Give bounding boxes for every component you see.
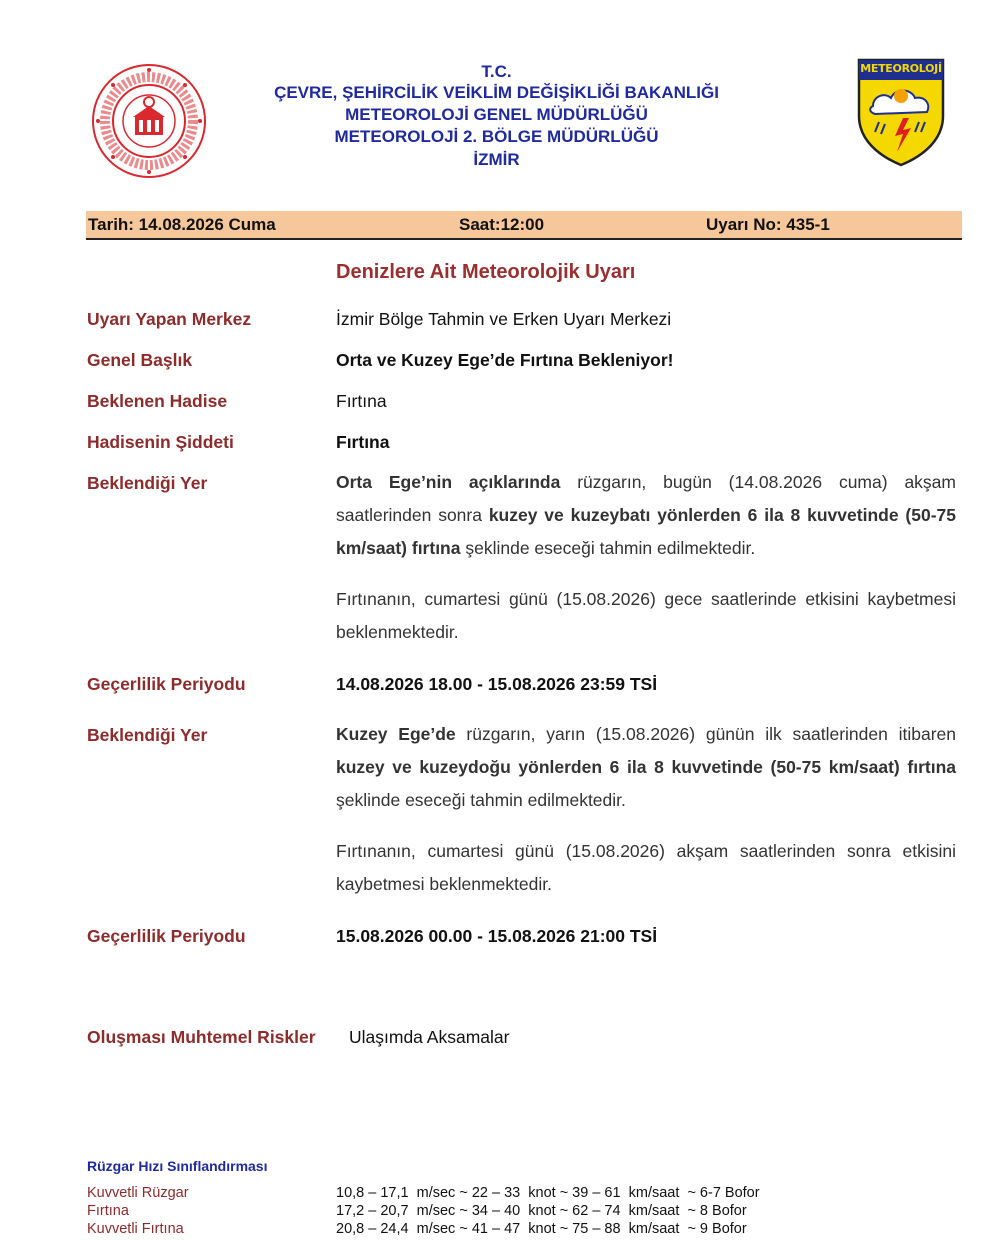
header-general-directorate: METEOROLOJİ GENEL MÜDÜRLÜĞÜ	[345, 105, 648, 124]
paragraph-segment: rüzgarın, yarın (15.08.2026) günün ilk saatlerinden itibaren	[455, 724, 956, 744]
center-label: Uyarı Yapan Merkez	[87, 309, 252, 329]
date-text: Tarih: 14.08.2026 Cuma	[88, 215, 276, 234]
meteoroloji-logo-text: METEOROLOJİ	[860, 62, 942, 75]
wind-row-value: 20,8 – 24,4 m/sec ~ 41 – 47 knot ~ 75 – 88 km/saat ~ 9 Bofor	[336, 1221, 747, 1237]
risks-value: Ulaşımda Aksamalar	[349, 1027, 510, 1047]
paragraph-segment: Kuzey Ege’de	[336, 724, 456, 744]
location2-dissipation-paragraph: Fırtınanın, cumartesi günü (15.08.2026) akşam saatlerinden sonra etkisini kaybetmesi beklenmektedir.	[336, 841, 956, 894]
headline-label: Genel Başlık	[87, 350, 193, 370]
header-regional-directorate: METEOROLOJİ 2. BÖLGE MÜDÜRLÜĞÜ	[334, 127, 659, 146]
warning-number-text: Uyarı No: 435-1	[706, 215, 830, 234]
location1-label: Beklendiği Yer	[87, 473, 208, 493]
location2-validity-value: 15.08.2026 00.00 - 15.08.2026 21:00 TSİ	[336, 926, 658, 946]
headline-value: Orta ve Kuzey Ege’de Fırtına Bekleniyor!	[336, 350, 674, 370]
wind-row-value: 17,2 – 20,7 m/sec ~ 34 – 40 knot ~ 62 – 74 km/saat ~ 8 Bofor	[336, 1203, 747, 1219]
wind-classification-title: Rüzgar Hızı Sınıflandırması	[87, 1158, 268, 1174]
location1-paragraph	[336, 466, 956, 565]
paragraph-segment: rüzgarın, bugün (14.08.2026 cuma) akşam saatlerinden sonra	[336, 472, 956, 525]
center-value: İzmir Bölge Tahmin ve Erken Uyarı Merkezi	[336, 309, 672, 329]
risks-label: Oluşması Muhtemel Riskler	[87, 1027, 316, 1047]
wind-row-name: Fırtına	[87, 1203, 129, 1219]
location2-validity-label: Geçerlilik Periyodu	[87, 926, 246, 946]
wind-row-name: Kuvvetli Rüzgar	[87, 1185, 189, 1201]
wind-row-name: Kuvvetli Fırtına	[87, 1221, 184, 1237]
paragraph-segment: şeklinde eseceği tahmin edilmektedir.	[336, 790, 626, 810]
location1-dissipation-paragraph: Fırtınanın, cumartesi günü (15.08.2026) gece saatlerinde etkisini kaybetmesi beklenmektedir.	[336, 589, 956, 642]
time-text: Saat:12:00	[459, 215, 545, 234]
location1-validity-label: Geçerlilik Periyodu	[87, 674, 246, 694]
event-value: Fırtına	[336, 391, 387, 411]
severity-label: Hadisenin Şiddeti	[87, 432, 234, 452]
location2-label: Beklendiği Yer	[87, 725, 208, 745]
info-bar	[86, 211, 962, 240]
header-city: İZMİR	[473, 150, 520, 169]
paragraph-segment: kuzey ve kuzeybatı yönlerden 6 ila 8 kuvvetinde (50-75 km/saat) fırtına	[336, 505, 956, 558]
page-title: Denizlere Ait Meteorolojik Uyarı	[336, 261, 636, 283]
event-label: Beklenen Hadise	[87, 391, 228, 411]
location1-validity-value: 14.08.2026 18.00 - 15.08.2026 23:59 TSİ	[336, 674, 658, 694]
severity-value: Fırtına	[336, 432, 390, 452]
header-ministry: ÇEVRE, ŞEHİRCİLİK VEİKLİM DEĞİŞİKLİĞİ BAKANLIĞI	[274, 83, 719, 102]
location2-paragraph	[336, 718, 956, 817]
wind-row-value: 10,8 – 17,1 m/sec ~ 22 – 33 knot ~ 39 – 61 km/saat ~ 6-7 Bofor	[336, 1185, 760, 1201]
paragraph-segment: Orta Ege’nin açıklarında	[336, 472, 561, 492]
paragraph-segment: kuzey ve kuzeydoğu yönlerden 6 ila 8 kuvvetinde (50-75 km/saat) fırtına	[336, 757, 956, 777]
meteoroloji-shield-logo	[855, 56, 947, 168]
paragraph-segment: şeklinde eseceği tahmin edilmektedir.	[460, 538, 756, 558]
header-tc: T.C.	[481, 62, 512, 81]
